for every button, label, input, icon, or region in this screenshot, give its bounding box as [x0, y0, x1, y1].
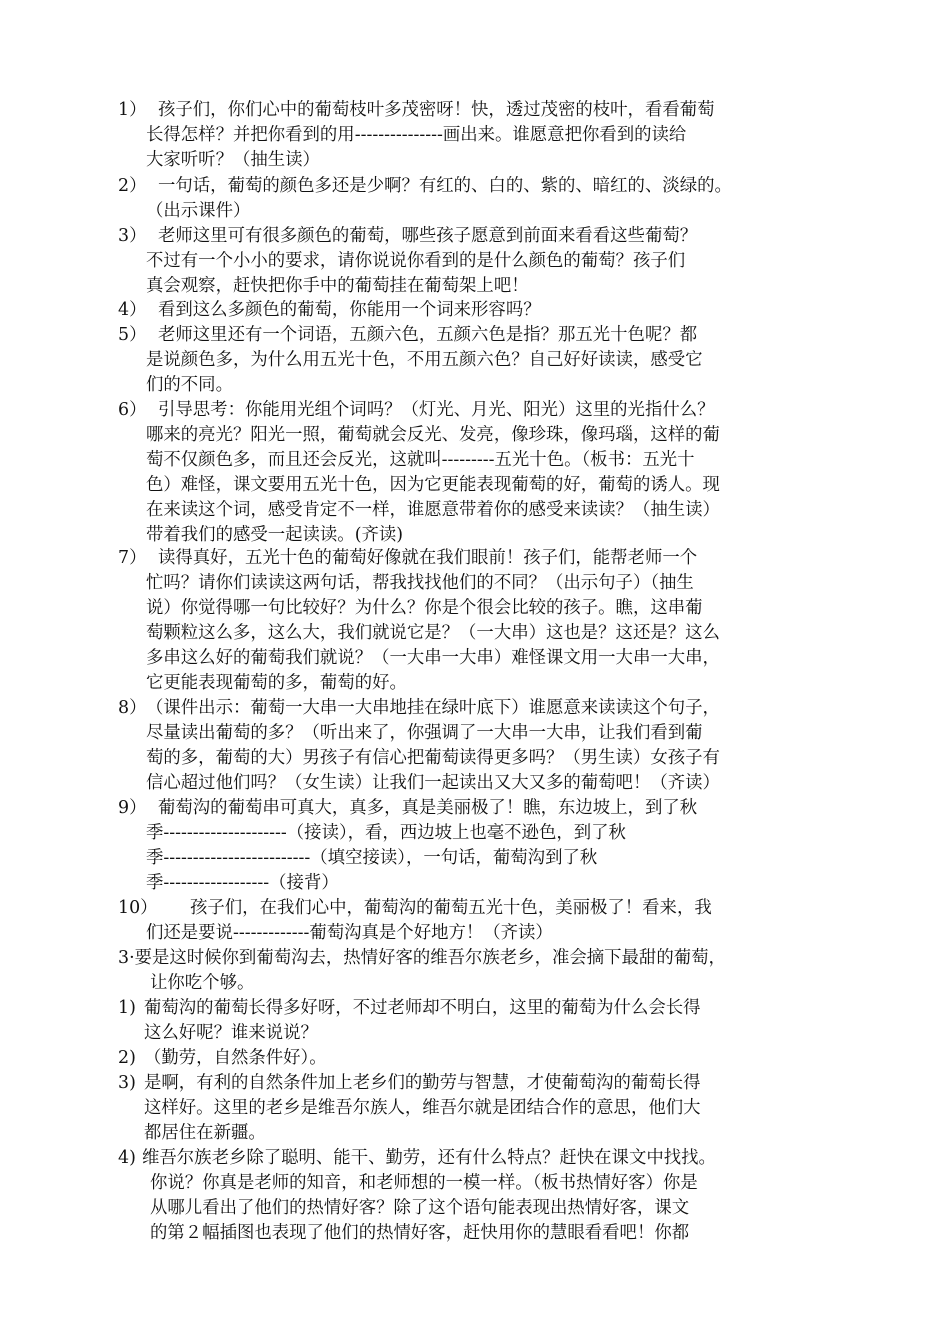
item-line: 你说？你真是老师的知音，和老师想的一模一样。（板书热情好客）你是: [150, 1173, 698, 1193]
heading-line: 3·要是这时候你到葡萄沟去，热情好客的维吾尔族老乡，准会摘下最甜的葡萄，: [118, 948, 726, 968]
list-item-1-5: [118, 323, 703, 398]
item-line: 萄的多，葡萄的大）男孩子有信心把葡萄读得更多吗？（男生读）女孩子有: [146, 748, 720, 768]
item-line: 是说颜色多，为什么用五光十色，不用五颜六色？自己好好读读，感受它: [146, 350, 703, 370]
item-line: 忙吗？请你们读读这两句话，帮我找找他们的不同？（出示句子）（抽生: [146, 573, 694, 593]
list-item-1-6: [118, 398, 720, 548]
item-line: 老师这里还有一个词语，五颜六色，五颜六色是指？那五光十色呢？都: [158, 325, 698, 345]
item-line: 是啊，有利的自然条件加上老乡们的勤劳与智慧，才使葡萄沟的葡萄长得: [144, 1073, 701, 1093]
item-line: 从哪儿看出了他们的热情好客？除了这个语句能表现出热情好客，课文: [150, 1198, 690, 1218]
item-line: 信心超过他们吗？（女生读）让我们一起读出又大又多的葡萄吧！（齐读）: [146, 773, 720, 793]
item-line: 带着我们的感受一起读读。(齐读): [146, 525, 404, 545]
list-item-1-8: [118, 696, 720, 796]
item-line: 葡萄沟的葡萄串可真大，真多，真是美丽极了！瞧，东边坡上，到了秋: [158, 798, 698, 818]
item-line: 维吾尔族老乡除了聪明、能干、勤劳，还有什么特点？赶快在课文中找找。: [142, 1148, 716, 1168]
item-line: 不过有一个小小的要求，请你说说你看到的是什么颜色的葡萄？孩子们: [146, 251, 686, 271]
item-number: 5）: [118, 325, 147, 345]
item-line: 引导思考：你能用光组个词吗？（灯光、月光、阳光）这里的光指什么？: [158, 400, 715, 420]
item-line: （课件出示：葡萄一大串一大串地挂在绿叶底下）谁愿意来读读这个句子，: [146, 698, 720, 718]
item-line: 一句话，葡萄的颜色多还是少啊？有红的、白的、紫的、暗红的、淡绿的。: [158, 176, 732, 196]
list-item-1-2: [118, 174, 732, 224]
item-line: 萄颗粒这么多，这么大，我们就说它是？（一大串）这也是？这还是？这么: [146, 623, 720, 643]
item-line: 老师这里可有很多颜色的葡萄，哪些孩子愿意到前面来看看这些葡萄？: [158, 226, 698, 246]
item-line: 在来读这个词，感受肯定不一样，谁愿意带着你的感受来读读？（抽生读）: [146, 500, 720, 520]
list-item-1-7: [118, 546, 720, 696]
item-line: 葡萄沟的葡萄长得多好呀，不过老师却不明白，这里的葡萄为什么会长得: [144, 998, 701, 1018]
item-line: 多串这么好的葡萄我们就说？（一大串一大串）难怪课文用一大串一大串，: [146, 648, 720, 668]
item-line: （出示课件）: [146, 201, 251, 221]
list-item-2-1: [118, 996, 701, 1046]
item-line: 孩子们，在我们心中，葡萄沟的葡萄五光十色，美丽极了！看来，我: [190, 898, 712, 918]
item-line: 孩子们，你们心中的葡萄枝叶多茂密呀！快，透过茂密的枝叶，看看葡萄: [158, 100, 715, 120]
list-item-2-4: [118, 1146, 716, 1246]
item-line: 们还是要说-------------葡萄沟真是个好地方！（齐读）: [146, 923, 553, 943]
item-line: 萄不仅颜色多，而且还会反光，这就叫---------五光十色。（板书：五光十: [146, 450, 695, 470]
item-number: 4）: [118, 300, 147, 320]
item-number: 2): [118, 1048, 136, 1068]
item-line: 们的不同。: [146, 375, 233, 395]
item-number: 7）: [118, 548, 147, 568]
list-item-1-1: [118, 98, 715, 173]
item-number: 10）: [118, 898, 158, 918]
item-line: （勤劳，自然条件好）。: [144, 1048, 327, 1068]
list-item-2-3: [118, 1071, 701, 1146]
item-line: 季-------------------------（填空接读），一句话，葡萄沟到了秋: [146, 848, 598, 868]
item-line: 它更能表现葡萄的多，葡萄的好。: [146, 673, 407, 693]
item-line: 季---------------------（接读），看，西边坡上也毫不逊色，到了秋: [146, 823, 626, 843]
item-number: 9）: [118, 798, 147, 818]
item-number: 2）: [118, 176, 147, 196]
item-line: 长得怎样？并把你看到的用---------------画出来。谁愿意把你看到的读给: [146, 125, 687, 145]
item-line: 真会观察，赶快把你手中的葡萄挂在葡萄架上吧！: [146, 276, 529, 296]
item-number: 3）: [118, 226, 147, 246]
item-line: 看到这么多颜色的葡萄，你能用一个词来形容吗？: [158, 300, 541, 320]
section-heading: [118, 946, 726, 996]
item-number: 3): [118, 1073, 136, 1093]
list-item-1-9: [118, 796, 697, 896]
item-line: 读得真好，五光十色的葡萄好像就在我们眼前！孩子们，能帮老师一个: [158, 548, 698, 568]
item-line: 大家听听？（抽生读）: [146, 150, 320, 170]
item-line: 色）难怪，课文要用五光十色，因为它更能表现葡萄的好，葡萄的诱人。现: [146, 475, 720, 495]
item-line: 哪来的亮光？阳光一照，葡萄就会反光、发亮，像珍珠，像玛瑙，这样的葡: [146, 425, 720, 445]
item-line: 这样好。这里的老乡是维吾尔族人，维吾尔就是团结合作的意思，他们大: [144, 1098, 701, 1118]
item-line: 说）你觉得哪一句比较好？为什么？你是个很会比较的孩子。瞧，这串葡: [146, 598, 703, 618]
item-number: 1）: [118, 100, 147, 120]
list-item-2-2: [118, 1046, 327, 1071]
item-line: 都居住在新疆。: [144, 1123, 266, 1143]
item-line: 的第２幅插图也表现了他们的热情好客，赶快用你的慧眼看看吧！你都: [150, 1223, 690, 1243]
item-line: 季------------------（接背）: [146, 873, 339, 893]
item-number: 1): [118, 998, 136, 1018]
list-item-1-3: [118, 224, 697, 299]
item-number: 8）: [118, 698, 147, 718]
list-item-1-4: [118, 298, 541, 323]
list-item-1-10: [118, 896, 712, 946]
heading-line: 让你吃个够。: [150, 973, 255, 993]
item-line: 尽量读出葡萄的多？（听出来了，你强调了一大串一大串，让我们看到葡: [146, 723, 703, 743]
item-number: 4): [118, 1148, 136, 1168]
item-number: 6）: [118, 400, 147, 420]
item-line: 这么好呢？谁来说说？: [144, 1023, 318, 1043]
